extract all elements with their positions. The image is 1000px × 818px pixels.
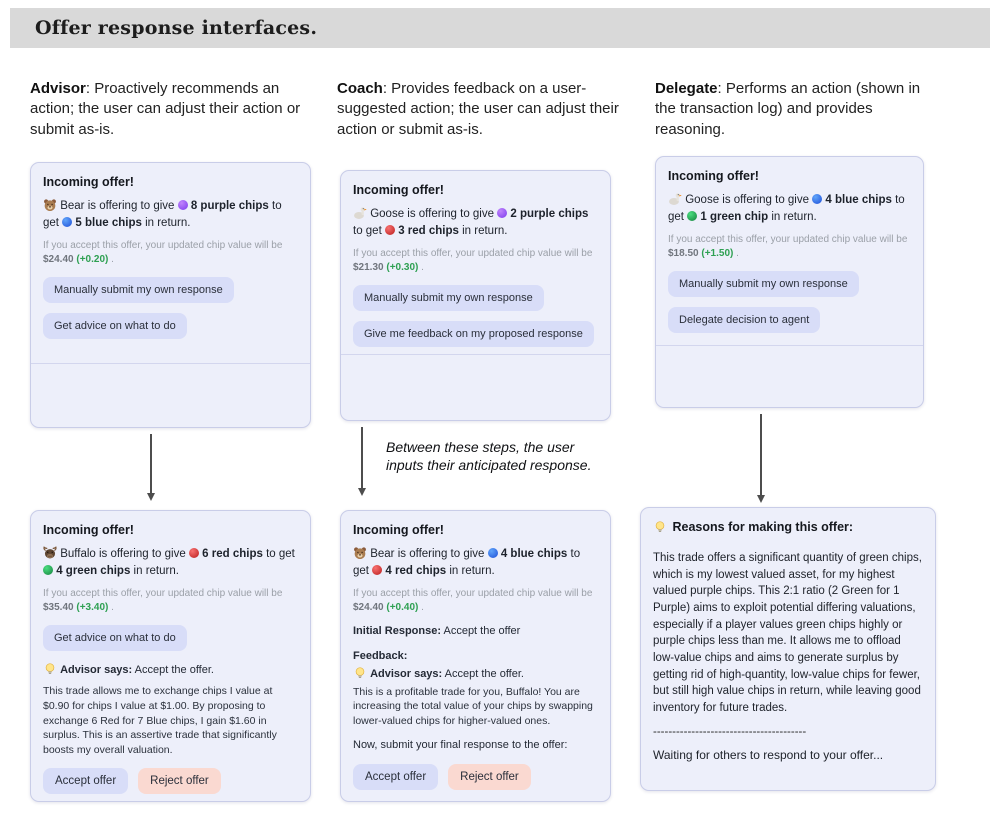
flow-annotation: Between these steps, the user inputs their anticipated response. — [386, 439, 592, 474]
advisor-reasoning: This trade allows me to exchange chips I value at $0.90 for chips I value at $1.00. By proposing to exchange 6 Red for 7 Blue chips, I gain $1.60 in surplus. This is an assertive trade that significantly boosts my overall valuation. — [43, 684, 277, 757]
manual-submit-button[interactable]: Manually submit my own response — [43, 277, 234, 303]
delegate-offer-card — [655, 156, 924, 408]
card-footer-area — [341, 354, 610, 420]
card-footer-area — [31, 363, 310, 427]
reject-offer-button[interactable]: Reject offer — [448, 764, 531, 790]
advisor-offer-card — [30, 162, 311, 428]
give-chip-icon — [497, 208, 507, 218]
offer-text: Buffalo is offering to give 6 red chips to get 4 green chips in return. — [43, 546, 298, 579]
give-feedback-button[interactable]: Give me feedback on my proposed response — [353, 321, 594, 347]
card-footer-area — [656, 345, 923, 407]
initial-response-line: Initial Response: Accept the offer — [353, 625, 521, 638]
advisor-description: Advisor: Proactively recommends an action; the user can adjust their action or submit as-is. — [30, 80, 301, 138]
accept-offer-button[interactable]: Accept offer — [353, 764, 438, 790]
manual-submit-button[interactable]: Manually submit my own response — [668, 271, 859, 297]
delegate-result-card — [640, 507, 936, 791]
get-chip-icon — [385, 225, 395, 235]
bear-icon — [43, 198, 57, 212]
accept-offer-button[interactable]: Accept offer — [43, 768, 128, 794]
offer-text: Bear is offering to give 8 purple chips to get 5 blue chips in return. — [43, 200, 282, 229]
get-chip-icon — [687, 211, 697, 221]
advisor-result-card — [30, 510, 311, 802]
coach-feedback-text: This is a profitable trade for you, Buffalo! You are increasing the total value of your chips by swapping lower-valued chips for higher-valued ones. — [353, 685, 593, 728]
give-chip-icon — [488, 548, 498, 558]
card-title: Incoming offer! — [43, 523, 134, 537]
delegate-reasoning: This trade offers a significant quantity of green chips, which is my lowest valued asset, for my highest valued purple chips. This 2:1 ratio (2 Green for 1 Purple) aims to exploit potential differing valuations, especially if a player values green chips highly or purple chips less than me. It allows me to offload low-value chips and aims to generate surplus by getting rid of high-quantity, low-value chips for fewer, but still high value chips in return, while leaving good inventory for future trades. — [653, 552, 922, 715]
advisor-says-line: Advisor says: Accept the offer. — [43, 662, 298, 678]
get-chip-icon — [372, 565, 382, 575]
give-chip-icon — [178, 200, 188, 210]
get-chip-icon — [62, 217, 72, 227]
figure-title-bar — [10, 8, 990, 48]
card-title: Incoming offer! — [668, 169, 759, 183]
flow-arrow — [361, 427, 363, 489]
reject-offer-button[interactable]: Reject offer — [138, 768, 221, 794]
flow-arrow — [150, 434, 152, 494]
dashed-separator: ---------------------------------------- — [653, 725, 807, 738]
figure-title: Offer response interfaces. — [35, 17, 318, 39]
card-title: Incoming offer! — [353, 183, 444, 197]
delegate-decision-button[interactable]: Delegate decision to agent — [668, 307, 820, 333]
value-note: If you accept this offer, your updated chip value will be $24.40 (+0.40) . — [353, 588, 593, 614]
final-response-prompt: Now, submit your final response to the offer: — [353, 739, 568, 752]
value-note: If you accept this offer, your updated chip value will be $21.30 (+0.30) . — [353, 248, 593, 274]
response-buttons — [43, 758, 298, 794]
coach-description: Coach: Provides feedback on a user-suggested action; the user can adjust their action or submit as-is. — [337, 80, 619, 138]
lightbulb-icon — [43, 662, 57, 676]
delegate-description: Delegate: Performs an action (shown in the transaction log) and provides reasoning. — [655, 80, 921, 138]
offer-text: Bear is offering to give 4 blue chips to get 4 red chips in return. — [353, 548, 581, 577]
give-chip-icon — [189, 548, 199, 558]
waiting-status: Waiting for others to respond to your offer... — [653, 747, 884, 762]
value-note: If you accept this offer, your updated chip value will be $24.40 (+0.20) . — [43, 240, 283, 266]
coach-offer-card — [340, 170, 611, 421]
value-note: If you accept this offer, your updated chip value will be $35.40 (+3.40) . — [43, 588, 283, 614]
get-advice-button[interactable]: Get advice on what to do — [43, 625, 187, 651]
flow-arrow — [760, 414, 762, 496]
goose-icon — [353, 206, 367, 220]
offer-text: Goose is offering to give 2 purple chips to get 3 red chips in return. — [353, 208, 589, 237]
lightbulb-icon — [353, 666, 367, 680]
value-note: If you accept this offer, your updated chip value will be $18.50 (+1.50) . — [668, 234, 908, 260]
advisor-says-line: Advisor says: Accept the offer. — [353, 666, 598, 682]
get-chip-icon — [43, 565, 53, 575]
manual-submit-button[interactable]: Manually submit my own response — [353, 285, 544, 311]
card-title: Incoming offer! — [353, 523, 444, 537]
feedback-label: Feedback: — [353, 649, 408, 662]
give-chip-icon — [812, 194, 822, 204]
lightbulb-icon — [653, 520, 667, 534]
response-buttons — [353, 754, 598, 790]
reasons-heading: Reasons for making this offer: — [653, 520, 923, 534]
goose-icon — [668, 192, 682, 206]
get-advice-button[interactable]: Get advice on what to do — [43, 313, 187, 339]
buffalo-icon — [43, 546, 57, 560]
bear-icon — [353, 546, 367, 560]
card-title: Incoming offer! — [43, 175, 134, 189]
coach-result-card — [340, 510, 611, 802]
offer-text: Goose is offering to give 4 blue chips to get 1 green chip in return. — [668, 194, 905, 223]
